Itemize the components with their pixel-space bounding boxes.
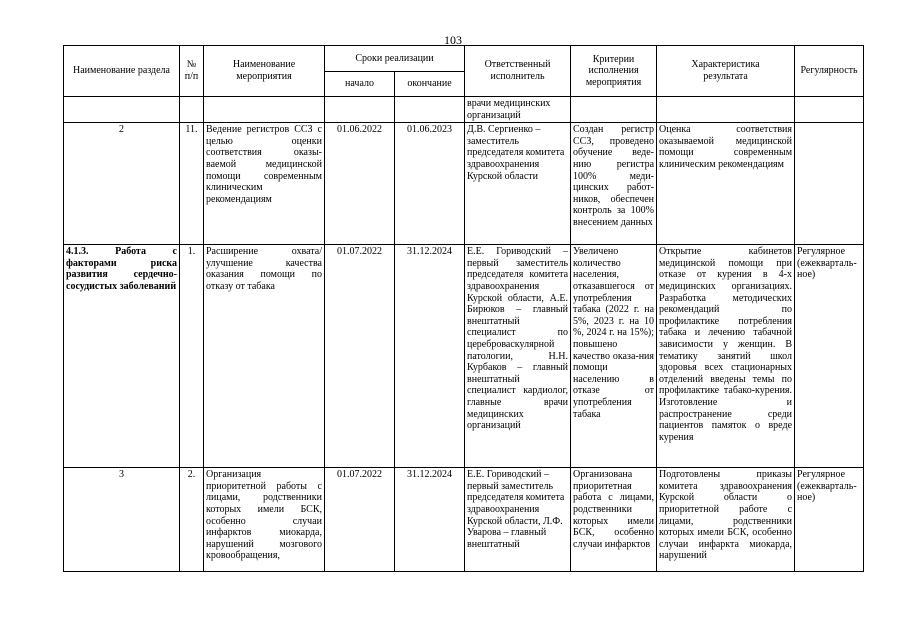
cell-start: 01.06.2022 (325, 123, 395, 245)
measures-table (63, 45, 864, 572)
cell-num (180, 97, 204, 123)
cell-event: Ведение регистров ССЗ с целью оценки соответствия оказы-ваемой медицинской помощи современным клиническим рекомендациям (204, 123, 325, 245)
header-start: начало (325, 72, 395, 97)
header-terms: Сроки реализации (325, 46, 465, 72)
cell-event: Расширение охвата/улучшение качества оказания помощи по отказу от табака (204, 245, 325, 468)
cell-criteria: Увеличено количество населения, отказавшегося от употребления табака (2022 г. на 5%, 2023 г. на 10 %, 2024 г. на 15%); повышено качество оказа-ния помощи населению в отказе от употребления табака (571, 245, 657, 468)
cell-regularity (795, 123, 864, 245)
header-criteria: Критерии исполнения мероприятия (571, 46, 657, 97)
cell-criteria (571, 97, 657, 123)
cell-responsible: Д.В. Сергиенко – заместитель председателя комитета здравоохранения Курской области (465, 123, 571, 245)
cell-regularity: Регулярное (ежекварталь-ное) (795, 245, 864, 468)
cell-criteria: Создан регистр ССЗ, проведено обучение веде-нию регистра 100% меди-цинских работ-ников, обеспечен контроль за 100% внесением данных (571, 123, 657, 245)
header-end: окончание (395, 72, 465, 97)
cell-result: Оценка соответствия оказываемой медицинской помощи современным клиническим рекомендациям (657, 123, 795, 245)
table-row (64, 245, 864, 468)
cell-criteria: Организована приоритетная работа с лицами, родственники которых имели БСК, особенно случаи инфарктов (571, 468, 657, 572)
cell-regularity (795, 97, 864, 123)
cell-section: 2 (64, 123, 180, 245)
cell-end (395, 97, 465, 123)
cell-section: 4.1.3. Работа с факторами риска развития сердечно-сосудистых заболеваний (64, 245, 180, 468)
cell-section: 3 (64, 468, 180, 572)
cell-responsible: Е.Е. Гориводский – первый заместитель председателя комитета здравоохранения Курской области, Л.Ф. Уварова – главный внештатный (465, 468, 571, 572)
table-row (64, 97, 864, 123)
header-result: Характеристика результата (657, 46, 795, 97)
header-section: Наименование раздела (64, 46, 180, 97)
cell-result: Подготовлены приказы комитета здравоохранения Курской области о приоритетной работе с лицами, родственники которых имели БСК, особенно случаи инфаркта миокарда, нарушений (657, 468, 795, 572)
cell-end: 31.12.2024 (395, 245, 465, 468)
cell-num: 2. (180, 468, 204, 572)
cell-start: 01.07.2022 (325, 245, 395, 468)
cell-end: 31.12.2024 (395, 468, 465, 572)
table-row (64, 468, 864, 572)
cell-event (204, 97, 325, 123)
cell-section (64, 97, 180, 123)
header-event: Наименование мероприятия (204, 46, 325, 97)
cell-responsible: Е.Е. Гориводский – первый заместитель председателя комитета здравоохранения Курской области, А.Е. Бирюков – главный внештатный специалист по цереброваскулярной патологии, Н.Н. Курбаков – главный внештатный специалист кардиолог, главные врачи медицинских организаций (465, 245, 571, 468)
header-responsible: Ответственный исполнитель (465, 46, 571, 97)
table-row (64, 123, 864, 245)
cell-responsible: врачи медицинских организаций (465, 97, 571, 123)
cell-num: 1. (180, 245, 204, 468)
cell-regularity: Регулярное (ежекварталь-ное) (795, 468, 864, 572)
header-regularity: Регулярность (795, 46, 864, 97)
header-num: № п/п (180, 46, 204, 97)
cell-result (657, 97, 795, 123)
page-number: 103 (444, 33, 462, 47)
cell-start: 01.07.2022 (325, 468, 395, 572)
cell-start (325, 97, 395, 123)
cell-end: 01.06.2023 (395, 123, 465, 245)
cell-event: Организация приоритетной работы с лицами, родственники которых имели БСК, особенно случаи инфарктов миокарда, нарушений мозгового кровообращения, (204, 468, 325, 572)
cell-result: Открытие кабинетов медицинской помощи при отказе от курения в 4-х медицинских организациях. Разработка методических рекомендаций по профилактике потребления табака и лечению табачной зависимости у женщин. В тематику занятий школ здоровья всех стационарных отделений введены темы по профилактике табако-курения. Изготовление и распространение среди пациентов памяток о вреде курения (657, 245, 795, 468)
cell-num: 11. (180, 123, 204, 245)
